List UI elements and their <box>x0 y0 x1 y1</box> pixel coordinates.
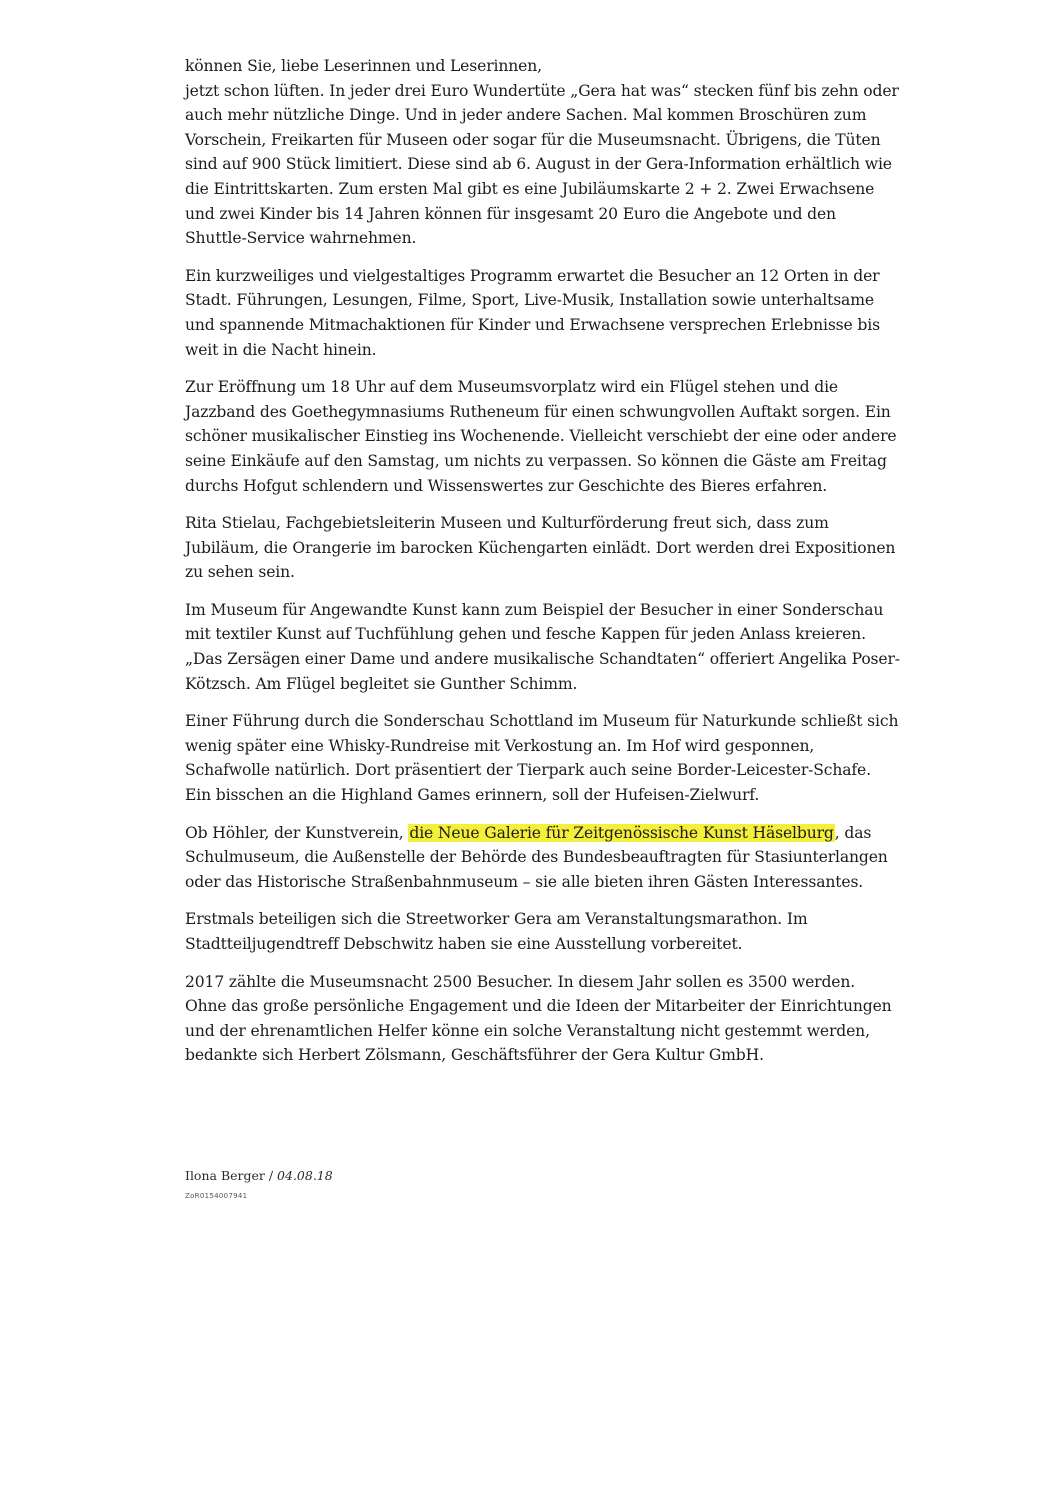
article-opening-line: können Sie, liebe Leserinnen und Leserinnen, <box>185 57 542 75</box>
byline-separator: / <box>264 1168 278 1183</box>
paragraph-7-text-after: , das Schulmuseum, die Außenstelle der Behörde des Bundesbeauftragten für Stasiunterlangen oder das Historische Straßenbahnmuseum – sie alle bieten ihren Gästen Interessantes. <box>185 823 888 891</box>
article-byline <box>185 1168 333 1183</box>
publication-date: 04.08.18 <box>277 1168 333 1183</box>
article-paragraph-7 <box>185 821 900 895</box>
article-paragraph-2: Ein kurzweiliges und vielgestaltiges Programm erwartet die Besucher an 12 Orten in der Stadt. Führungen, Lesungen, Filme, Sport, Live-Musik, Installation sowie unterhaltsame und spannende Mitmachaktionen für Kinder und Erwachsene versprechen Erlebnisse bis weit in die Nacht hinein. <box>185 266 880 359</box>
article-paragraph-6: Einer Führung durch die Sonderschau Schottland im Museum für Naturkunde schließt sich wenig später eine Whisky-Rundreise mit Verkostung an. Im Hof wird gesponnen, Schafwolle natürlich. Dort präsentiert der Tierpark auch seine Border-Leicester-Schafe. Ein bisschen an die Highland Games erinnern, soll der Hufeisen-Zielwurf. <box>185 712 899 805</box>
article-paragraph-1: jetzt schon lüften. In jeder drei Euro Wundertüte „Gera hat was“ stecken fünf bis zehn oder auch mehr nützliche Dinge. Und in jeder andere Sachen. Mal kommen Broschüren zum Vorschein, Freikarten für Museen oder sogar für die Museumsnacht. Übrigens, die Tüten sind auf 900 Stück limitiert. Diese sind ab 6. August in der Gera-Information erhältlich wie die Eintrittskarten. Zum ersten Mal gibt es eine Jubiläumskarte 2 + 2. Zwei Erwachsene und zwei Kinder bis 14 Jahren können für insgesamt 20 Euro die Angebote und den Shuttle-Service wahrnehmen. <box>185 81 899 248</box>
highlighted-gallery-name: die Neue Galerie für Zeitgenössische Kunst Häselburg <box>409 823 834 842</box>
article-paragraph-8: Erstmals beteiligen sich die Streetworker Gera am Veranstaltungsmarathon. Im Stadtteiljugendtreff Debschwitz haben sie eine Ausstellung vorbereitet. <box>185 910 808 953</box>
article-paragraph-5: Im Museum für Angewandte Kunst kann zum Beispiel der Besucher in einer Sonderschau mit textiler Kunst auf Tuchfühlung gehen und fesche Kappen für jeden Anlass kreieren. „Das Zersägen einer Dame und andere musikalische Schandtaten“ offeriert Angelika Poser-Kötzsch. Am Flügel begleitet sie Gunther Schimm. <box>185 600 900 693</box>
paragraph-7-text-before: Ob Höhler, der Kunstverein, <box>185 823 409 842</box>
document-id: ZoR0154007941 <box>185 1192 248 1200</box>
author-name: Ilona Berger <box>185 1168 265 1183</box>
article-paragraph-9: 2017 zählte die Museumsnacht 2500 Besucher. In diesem Jahr sollen es 3500 werden. Ohne das große persönliche Engagement und die Ideen der Mitarbeiter der Einrichtungen und der ehrenamtlichen Helfer könne ein solche Veranstaltung nicht gestemmt werden, bedankte sich Herbert Zölsmann, Geschäftsführer der Gera Kultur GmbH. <box>185 972 892 1065</box>
article-paragraph-3: Zur Eröffnung um 18 Uhr auf dem Museumsvorplatz wird ein Flügel stehen und die Jazzband des Goethegymnasiums Rutheneum für einen schwungvollen Auftakt sorgen. Ein schöner musikalischer Einstieg ins Wochenende. Vielleicht verschiebt der eine oder andere seine Einkäufe auf den Samstag, um nichts zu verpassen. So können die Gäste am Freitag durchs Hofgut schlendern und Wissenswertes zur Geschichte des Bieres erfahren. <box>185 378 897 495</box>
article-paragraph-4: Rita Stielau, Fachgebietsleiterin Museen und Kulturförderung freut sich, dass zum Jubiläum, die Orangerie im barocken Küchengarten einlädt. Dort werden drei Expositionen zu sehen sein. <box>185 514 896 582</box>
article-body <box>185 54 900 1081</box>
